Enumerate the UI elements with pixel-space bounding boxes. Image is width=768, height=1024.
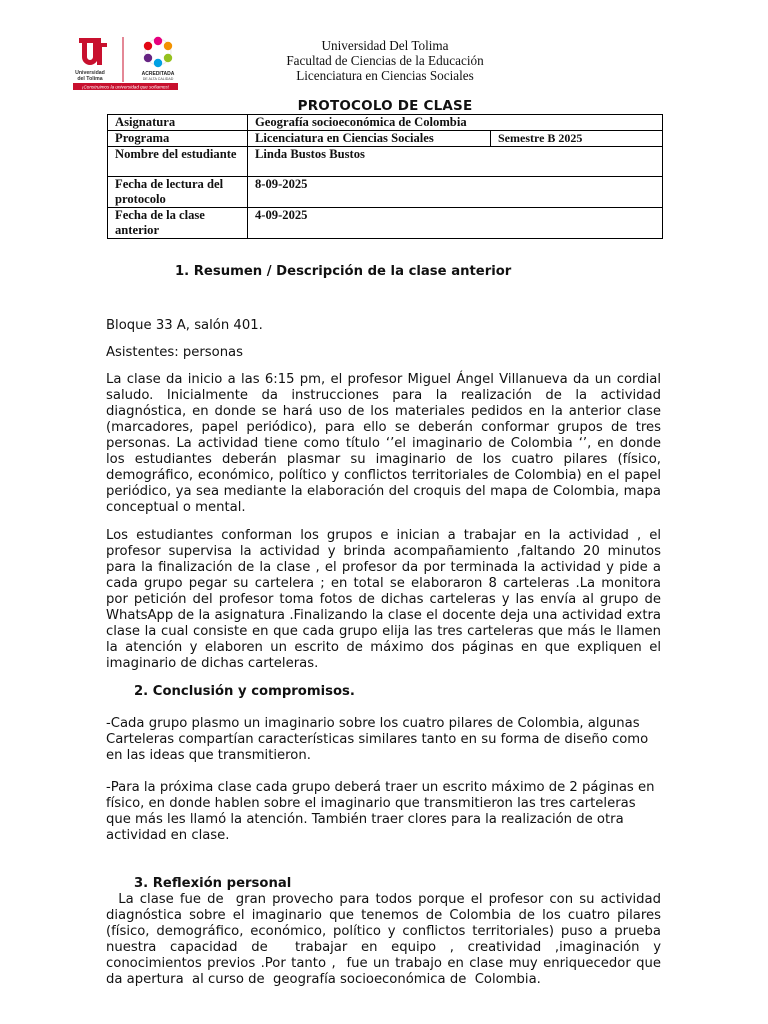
section-2-paragraph-2: -Para la próxima clase cada grupo deberá traer un escrito máximo de 2 páginas en físico, en donde hablen sobre el imaginario que transmitieron las tres carteleras que más les llamó la atención. También traer clores para la realización de otra actividad en clase. [106,780,655,843]
fecha-clase-value: 4-09-2025 [248,208,663,239]
university-name: Universidad Del Tolima [321,38,449,53]
section-2-title: 2. Conclusión y compromisos. [134,684,355,699]
ut-logo-text-1: Universidad [75,70,105,76]
programa-label: Programa [108,131,248,147]
acreditada-text-2: DE ALTA CALIDAD [142,77,174,81]
estudiante-value: Linda Bustos Bustos [248,147,663,177]
acreditada-emblem-icon [144,37,172,67]
fecha-lectura-label: Fecha de lectura del protocolo [108,177,248,208]
semestre-value: Semestre B 2025 [491,131,663,147]
section-1-title: 1. Resumen / Descripción de la clase anterior [175,264,512,279]
section-1-attendees: Asistentes: personas [106,345,244,360]
slogan-text: ¡Construimos la universidad que soñamos! [81,84,170,90]
acreditada-text-1: ACREDITADA [141,71,175,77]
header-block [255,38,515,83]
fecha-lectura-value: 8-09-2025 [248,177,663,208]
section-3-title: 3. Reflexión personal [134,876,292,891]
university-logo-icon [72,34,192,94]
row-asignatura [108,115,663,131]
document-title: PROTOCOLO DE CLASE [297,98,473,114]
asignatura-value: Geografía socioeconómica de Colombia [248,115,663,131]
estudiante-label: Nombre del estudiante [108,147,248,177]
row-fecha-clase [108,208,663,239]
section-3-paragraph-1: La clase fue de gran provecho para todos porque el profesor con su actividad diagnóstica sobre el imaginario que tenemos de Colombia de los cuatro pilares (físico, demográfico, económico, político y conflictos territoriales) puso a prueba nuestra capacidad de trabajar en equipo , creatividad ,imaginación y conocimientos previos .Por tanto , fue un trabajo en clase muy enriquecedor que da apertura al curso de geografía socioeconómica de Colombia. [106,892,666,987]
program-name: Licenciatura en Ciencias Sociales [296,68,474,83]
row-programa [108,131,663,147]
programa-value: Licenciatura en Ciencias Sociales [248,131,491,147]
section-1-paragraph-1: La clase da inicio a las 6:15 pm, el profesor Miguel Ángel Villanueva da un cordial saludo. Inicialmente da instrucciones para la realización de la actividad diagnóstica, en donde se hará uso de los materiales pedidos en la anterior clase (marcadores, papel periódico), para ello se deberán conformar grupos de tres personas. La actividad tiene como título ‘’el imaginario de Colombia ‘’, en donde los estudiantes deberán plasmar su imaginario de los cuatro pilares (físico, demográfico, económico, político y conflictos territoriales de Colombia) en el papel periódico, ya sea mediante la elaboración del croquis del mapa de Colombia, mapa conceptual o mental. [106,372,661,515]
fecha-clase-label: Fecha de la clase anterior [108,208,248,239]
asignatura-label: Asignatura [108,115,248,131]
row-fecha-lectura [108,177,663,208]
ut-emblem-icon [79,38,107,65]
row-estudiante [108,147,663,177]
section-1-location: Bloque 33 A, salón 401. [106,318,263,333]
class-info-table [107,114,663,239]
ut-logo-text-2: del Tolima [77,76,103,82]
section-1-paragraph-2: Los estudiantes conforman los grupos e inician a trabajar en la actividad , el profesor supervisa la actividad y brinda acompañamiento ,faltando 20 minutos para la finalización de la clase , el profesor da por terminada la actividad y pide a cada grupo pegar su cartelera ; en total se elaboraron 8 carteleras .La monitora por petición del profesor toma fotos de dichas carteleras y las envía al grupo de WhatsApp de la asignatura .Finalizando la clase el docente deja una actividad extra clase la cual consiste en que cada grupo elija las tres carteleras que más le llamen la atención y elaboren un escrito de máximo dos páginas en que expliquen el imaginario de dichas carteleras. [106,528,661,671]
header-logos [72,34,192,94]
section-2-paragraph-1: -Cada grupo plasmo un imaginario sobre los cuatro pilares de Colombia, algunas Carteleras compartían características similares tanto en su forma de diseño como en las ideas que transmitieron. [106,716,649,763]
faculty-name: Facultad de Ciencias de la Educación [286,53,484,68]
